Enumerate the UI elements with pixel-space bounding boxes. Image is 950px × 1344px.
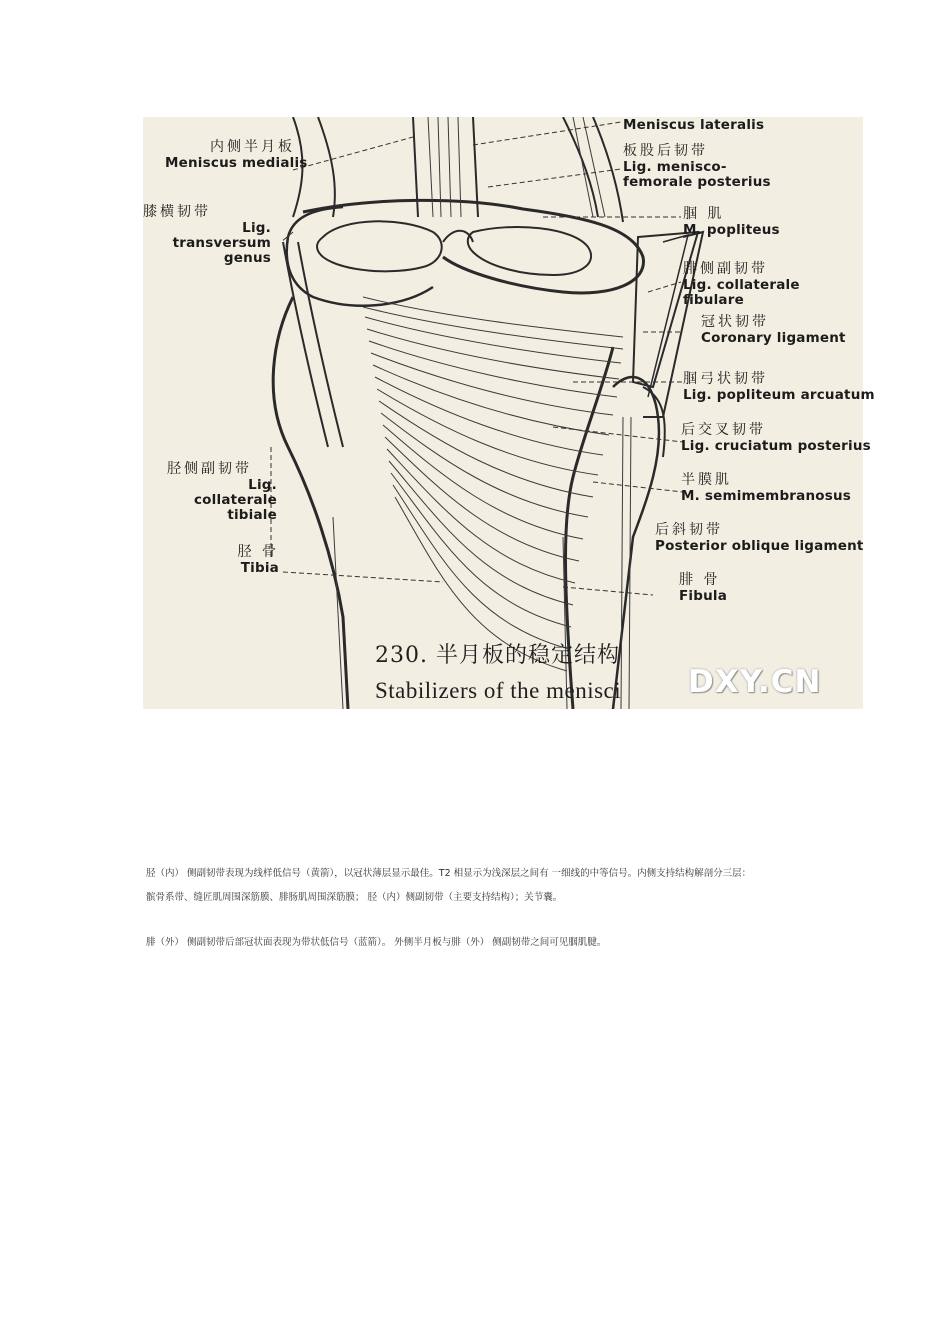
label-la: Lig. cruciatum posterius [681, 437, 871, 454]
label-la: Posterior oblique ligament [655, 537, 864, 554]
label-lig-collaterale-fibulare [683, 262, 803, 308]
label-m-semimembranosus [681, 473, 851, 504]
label-lig-meniscofemorale-posterius [623, 144, 773, 190]
label-lig-popliteum-arcuatum [683, 372, 875, 403]
label-la: Lig. popliteum arcuatum [683, 386, 875, 403]
label-zh: 后斜韧带 [655, 522, 723, 538]
label-zh: 冠状韧带 [701, 314, 769, 330]
label-la: M. popliteus [683, 221, 780, 238]
label-meniscus-medialis [165, 139, 308, 171]
label-la: Coronary ligament [701, 329, 846, 346]
figure-caption-zh: 230. 半月板的稳定结构 [375, 643, 620, 668]
label-la: Meniscus lateralis [623, 117, 765, 133]
label-zh: 后交叉韧带 [681, 422, 766, 438]
label-lig-collaterale-tibiale [167, 462, 277, 523]
label-coronary-ligament [701, 315, 846, 346]
figure-caption-en: Stabilizers of the menisci [375, 678, 622, 703]
label-la: Lig. collaterale fibulare [683, 276, 800, 308]
label-zh: 半膜肌 [681, 472, 732, 488]
label-fibula [679, 573, 727, 604]
text-line-2: 髌骨系带、缝匠肌周围深筋膜、腓肠肌周围深筋膜； 胫（内）侧副韧带（主要支持结构）；关节囊。 [146, 892, 563, 903]
label-meniscus-lateralis [623, 118, 764, 133]
label-zh: 胫侧副韧带 [167, 461, 252, 477]
label-zh: 腘 肌 [683, 206, 725, 222]
label-la: Fibula [679, 587, 728, 604]
label-zh: 腓 骨 [679, 572, 721, 588]
anatomy-figure [143, 117, 875, 709]
label-la: M. semimembranosus [681, 487, 852, 504]
label-lig-cruciatum-posterius [681, 423, 871, 454]
label-zh: 腓侧副韧带 [683, 261, 768, 277]
label-la: Lig. transversum genus [172, 219, 271, 266]
text-line-3: 腓（外） 侧副韧带后部冠状面表现为带状低信号（蓝箭）。 外侧半月板与腓（外） 侧副韧带之间可见腘肌腱。 [146, 937, 607, 948]
watermark-logo: DXY.CN [688, 664, 822, 700]
label-la: Meniscus medialis [165, 154, 308, 171]
label-la: Lig. collaterale tibiale [193, 476, 277, 523]
text-line-1: 胫（内） 侧副韧带表现为线样低信号（黄箭），以冠状薄层显示最佳。T2 相显示为浅深层之间有 一细线的中等信号。内侧支持结构解剖分三层： [146, 868, 752, 879]
label-zh: 板股后韧带 [623, 143, 708, 159]
label-tibia [203, 545, 279, 576]
label-zh: 膝横韧带 [143, 204, 211, 220]
label-zh: 内侧半月板 [210, 139, 295, 155]
label-posterior-oblique-ligament [655, 523, 864, 554]
label-la: Lig. menisco-femorale posterius [623, 158, 771, 190]
label-la: Tibia [240, 559, 279, 576]
label-zh: 胫 骨 [237, 544, 279, 560]
label-zh: 腘弓状韧带 [683, 371, 768, 387]
label-m-popliteus [683, 207, 780, 238]
label-lig-transversum-genus [143, 205, 271, 266]
